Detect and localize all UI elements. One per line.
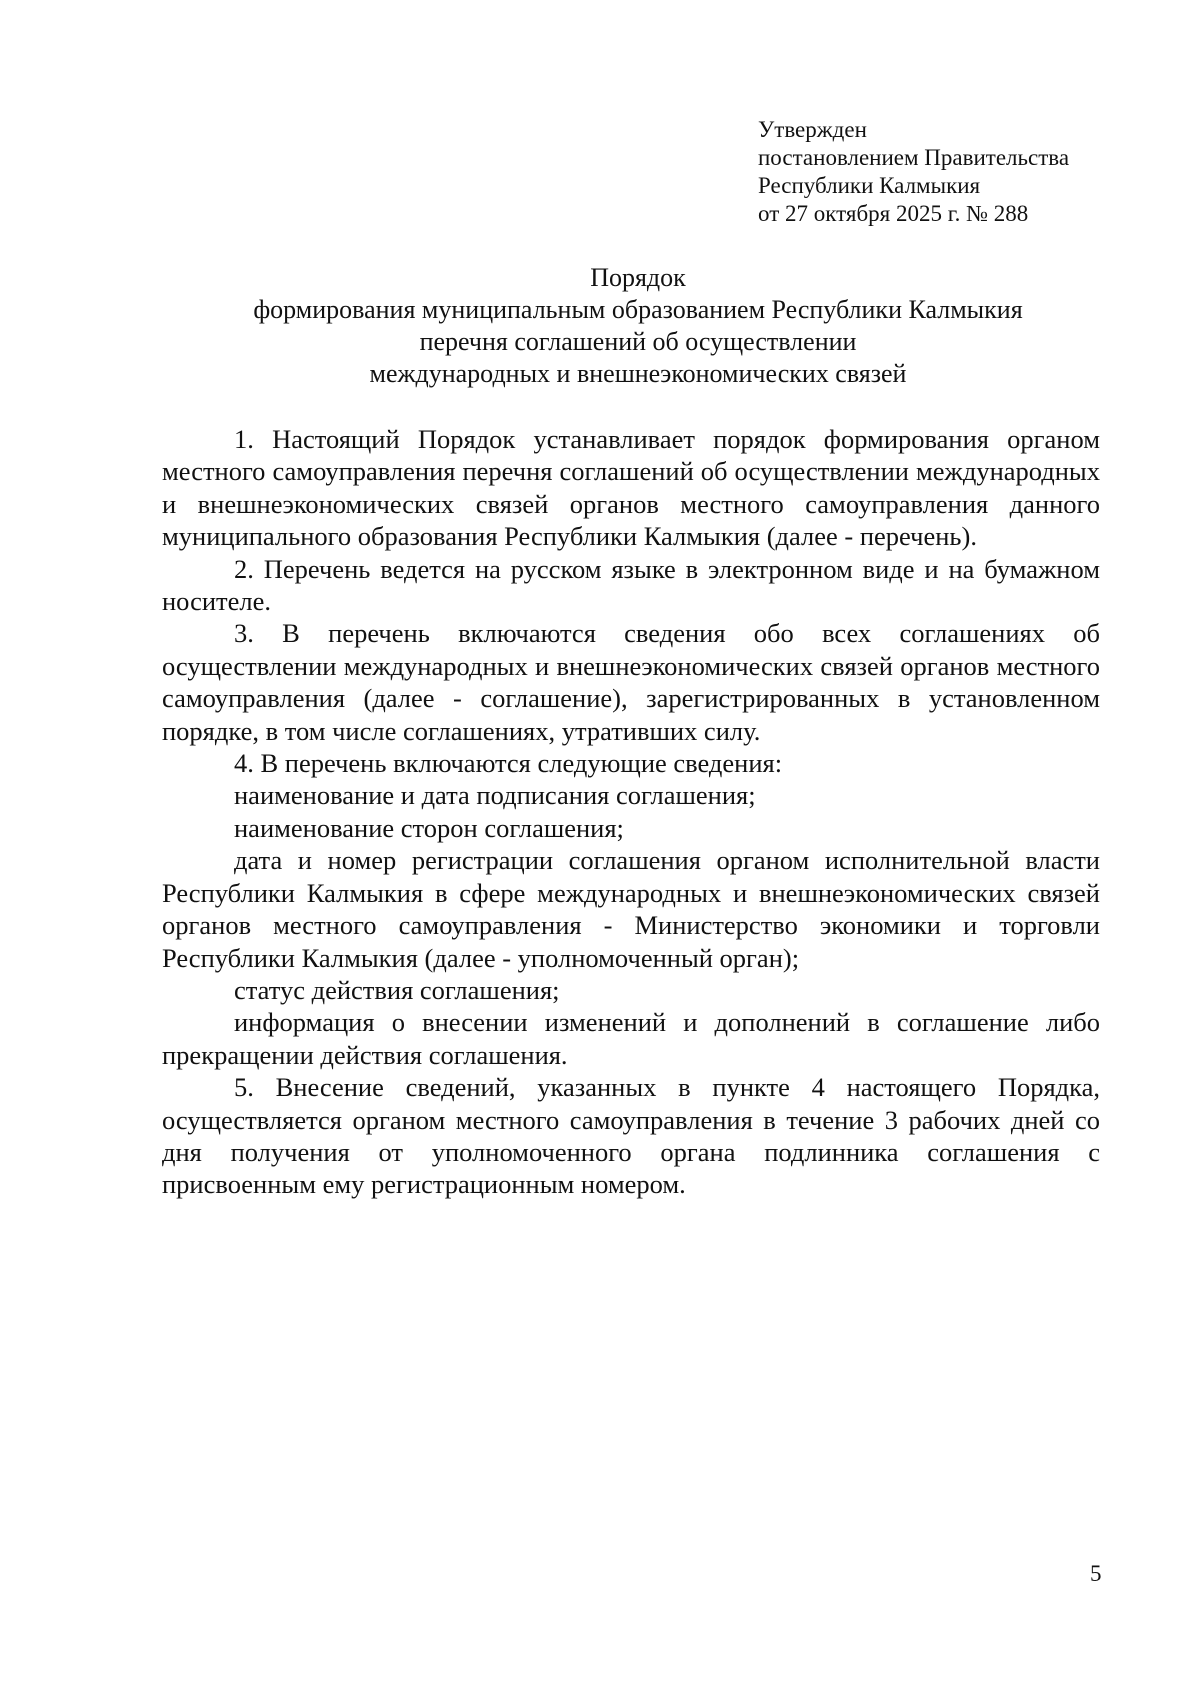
title-line-1: Порядок <box>590 263 686 292</box>
paragraph-4-item-5: информация о внесении изменений и дополнений в соглашение либо прекращении действия соглашения. <box>162 1007 1100 1070</box>
document-body <box>162 423 1100 1201</box>
paragraph-4-item-2: наименование сторон соглашения; <box>234 812 624 843</box>
document-title <box>150 262 1126 390</box>
approval-stamp <box>758 116 1069 228</box>
title-line-2: формирования муниципальным образованием Республики Калмыкия <box>253 295 1023 324</box>
paragraph-4-item-3: дата и номер регистрации соглашения органом исполнительной власти Республики Калмыкия в сфере международных и внешнеэкономических связей органов местного самоуправления - Министерство экономики и торговли Республики Калмыкия (далее - уполномоченный орган); <box>162 845 1100 973</box>
paragraph-3: 3. В перечень включаются сведения обо всех соглашениях об осуществлении международных и внешнеэкономических связей органов местного самоуправления (далее - соглашение), зарегистрированных в установленном порядке, в том числе соглашениях, утративших силу. <box>162 618 1100 746</box>
approval-line-3: Республики Калмыкия <box>758 173 981 198</box>
page-number: 5 <box>1090 1561 1102 1586</box>
paragraph-4: 4. В перечень включаются следующие сведения: <box>234 748 783 779</box>
paragraph-2: 2. Перечень ведется на русском языке в электронном виде и на бумажном носителе. <box>162 553 1100 617</box>
title-line-3: перечня соглашений об осуществлении <box>419 327 857 356</box>
approval-line-4: от 27 октября 2025 г. № 288 <box>758 201 1029 226</box>
approval-line-2: постановлением Правительства <box>758 145 1070 170</box>
paragraph-4-item-4: статус действия соглашения; <box>234 974 560 1005</box>
paragraph-4-item-1: наименование и дата подписания соглашения; <box>234 780 756 811</box>
approval-line-1: Утвержден <box>758 117 867 142</box>
title-line-4: международных и внешнеэкономических связей <box>369 359 907 388</box>
paragraph-1: 1. Настоящий Порядок устанавливает порядок формирования органом местного самоуправления перечня соглашений об осуществлении международных и внешнеэкономических связей органов местного самоуправления данного муниципального образования Республики Калмыкия (далее - перечень). <box>162 424 1100 552</box>
paragraph-5: 5. Внесение сведений, указанных в пункте 4 настоящего Порядка, осуществляется органом местного самоуправления в течение 3 рабочих дней со дня получения от уполномоченного органа подлинника соглашения с присвоенным ему регистрационным номером. <box>162 1072 1100 1200</box>
